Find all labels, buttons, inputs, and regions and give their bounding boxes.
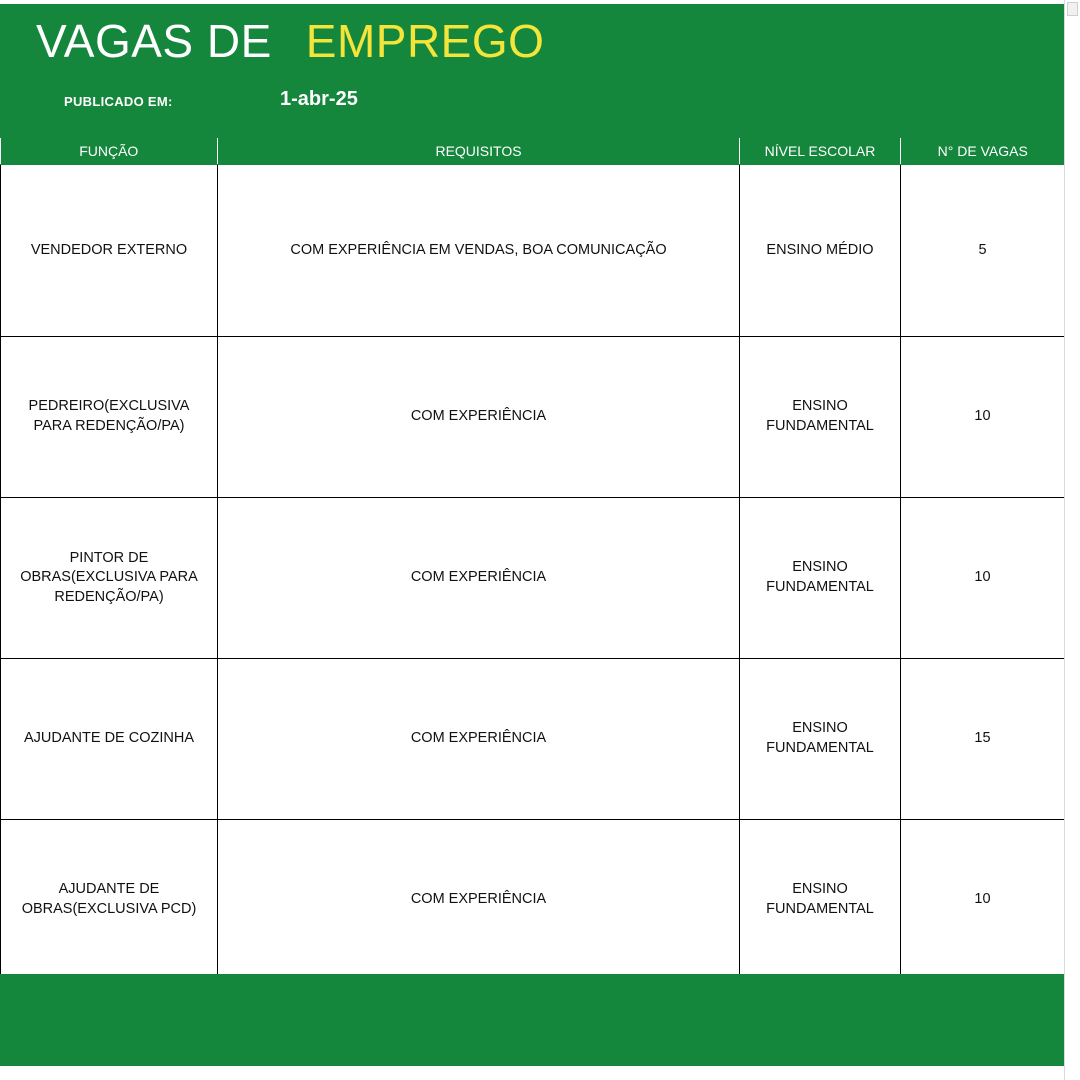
scrollbar[interactable] — [1064, 0, 1080, 1080]
cell-requisitos: COM EXPERIÊNCIA EM VENDAS, BOA COMUNICAÇÃO — [218, 165, 740, 337]
scrollbar-thumb[interactable] — [1067, 2, 1078, 16]
table-row — [1, 165, 1065, 337]
cell-nivel: ENSINO FUNDAMENTAL — [740, 659, 901, 820]
title-main-text: VAGAS DE — [36, 15, 272, 67]
table-row — [1, 337, 1065, 498]
poster-title — [36, 14, 544, 68]
cell-vagas: 10 — [901, 498, 1065, 659]
cell-funcao: AJUDANTE DE OBRAS(EXCLUSIVA PCD) — [1, 820, 218, 981]
cell-requisitos: COM EXPERIÊNCIA — [218, 659, 740, 820]
table-row — [1, 498, 1065, 659]
vacancy-table-wrapper — [0, 138, 1064, 981]
cell-vagas: 10 — [901, 337, 1065, 498]
cell-funcao: AJUDANTE DE COZINHA — [1, 659, 218, 820]
column-header-vagas: N° DE VAGAS — [901, 138, 1065, 165]
column-header-funcao: FUNÇÃO — [1, 138, 218, 165]
bottom-margin — [0, 1066, 1064, 1080]
cell-nivel: ENSINO MÉDIO — [740, 165, 901, 337]
title-accent-text: EMPREGO — [305, 15, 545, 67]
table-row — [1, 659, 1065, 820]
cell-requisitos: COM EXPERIÊNCIA — [218, 820, 740, 981]
poster-header — [0, 4, 1064, 138]
table-body — [1, 165, 1065, 981]
vacancy-table — [0, 138, 1065, 981]
cell-vagas: 15 — [901, 659, 1065, 820]
cell-requisitos: COM EXPERIÊNCIA — [218, 337, 740, 498]
cell-funcao: PEDREIRO(EXCLUSIVA PARA REDENÇÃO/PA) — [1, 337, 218, 498]
cell-funcao: PINTOR DE OBRAS(EXCLUSIVA PARA REDENÇÃO/PA) — [1, 498, 218, 659]
cell-vagas: 10 — [901, 820, 1065, 981]
published-label: PUBLICADO EM: — [64, 94, 173, 109]
table-header-row — [1, 138, 1065, 165]
column-header-requisitos: REQUISITOS — [218, 138, 740, 165]
cell-requisitos: COM EXPERIÊNCIA — [218, 498, 740, 659]
published-date: 1-abr-25 — [280, 88, 358, 110]
column-header-nivel: NÍVEL ESCOLAR — [740, 138, 901, 165]
cell-funcao: VENDEDOR EXTERNO — [1, 165, 218, 337]
cell-nivel: ENSINO FUNDAMENTAL — [740, 820, 901, 981]
table-row — [1, 820, 1065, 981]
cell-nivel: ENSINO FUNDAMENTAL — [740, 337, 901, 498]
cell-vagas: 5 — [901, 165, 1065, 337]
footer-band — [0, 974, 1064, 1066]
cell-nivel: ENSINO FUNDAMENTAL — [740, 498, 901, 659]
